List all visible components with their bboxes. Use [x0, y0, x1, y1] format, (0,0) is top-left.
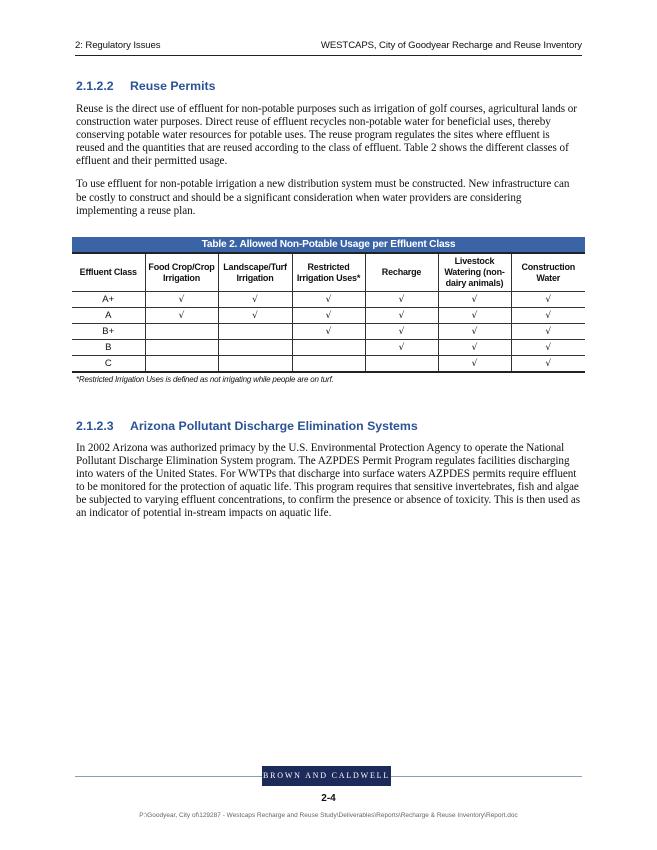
section-reuse-permits — [76, 79, 581, 218]
column-header: Food Crop/Crop Irrigation — [145, 253, 218, 292]
table-cell: √ — [145, 292, 218, 308]
header-divider — [75, 55, 582, 56]
table-cell — [218, 340, 292, 356]
table-cell: √ — [365, 324, 438, 340]
table-cell — [145, 340, 218, 356]
table-cell — [292, 340, 365, 356]
section-number: 2.1.2.2 — [76, 79, 114, 93]
table-header-row — [72, 253, 585, 292]
column-header: Construction Water — [511, 253, 585, 292]
table-cell: √ — [365, 308, 438, 324]
effluent-class-cell: A — [72, 308, 145, 324]
section-title: Reuse Permits — [130, 79, 216, 93]
section-azpdes — [76, 419, 581, 521]
table-row — [72, 292, 585, 308]
page-number: 2-4 — [321, 793, 336, 804]
table-cell: √ — [292, 308, 365, 324]
table-cell — [218, 324, 292, 340]
page-header — [75, 40, 582, 54]
paragraph: Reuse is the direct use of effluent for non-potable purposes such as irrigation of golf courses, agricultural lands or construction water purposes. Direct reuse of effluent recycles non-potable water for beneficial uses, thereby conserving potable water resources for potable uses. The reuse program regulates the sites where effluent is reused and the quantities that are reused according to the class of effluent. Table 2 shows the different classes of effluent and their permitted usage. — [76, 103, 577, 168]
table-cell: √ — [438, 324, 511, 340]
table-cell: √ — [365, 340, 438, 356]
effluent-table — [72, 237, 585, 384]
table-cell — [145, 356, 218, 373]
effluent-class-cell: C — [72, 356, 145, 373]
table-cell — [365, 356, 438, 373]
file-path: P:\Goodyear, City of\129287 - Westcaps Recharge and Reuse Study\Deliverables\Reports\Recharge & Reuse Inventory\Report.doc — [139, 812, 518, 819]
table-cell: √ — [365, 292, 438, 308]
table-cell: √ — [511, 308, 585, 324]
table-row — [72, 356, 585, 373]
table-cell — [218, 356, 292, 373]
table-cell — [145, 324, 218, 340]
effluent-class-cell: A+ — [72, 292, 145, 308]
section-title: Arizona Pollutant Discharge Elimination Systems — [130, 419, 418, 433]
table-cell — [292, 356, 365, 373]
table-row — [72, 340, 585, 356]
table-cell: √ — [218, 292, 292, 308]
section-heading — [76, 419, 581, 433]
section-heading — [76, 79, 581, 93]
table-title: Table 2. Allowed Non-Potable Usage per Effluent Class — [72, 237, 585, 252]
table-cell: √ — [511, 324, 585, 340]
table-footnote: *Restricted Irrigation Uses is defined as not irrigating while people are on turf. — [76, 375, 334, 384]
section-number: 2.1.2.3 — [76, 419, 114, 433]
table-cell: √ — [438, 340, 511, 356]
column-header: Effluent Class — [72, 253, 145, 292]
table-cell: √ — [511, 292, 585, 308]
column-header: Landscape/Turf Irrigation — [218, 253, 292, 292]
paragraph: To use effluent for non-potable irrigation a new distribution system must be constructed. New infrastructure can be costly to construct and should be a significant consideration when water providers are considering implementing a reuse plan. — [76, 178, 570, 217]
column-header: Recharge — [365, 253, 438, 292]
usage-table — [72, 252, 585, 373]
table-cell: √ — [438, 308, 511, 324]
paragraph: In 2002 Arizona was authorized primacy by the U.S. Environmental Protection Agency to operate the National Pollutant Discharge Elimination System program. The AZPDES Permit Program regulates facilities discharging into waters of the United States. For WWTPs that discharge into surface waters AZPDES permits require effluent to be monitored for the protection of aquatic life. This program requires that sensitive invertebrates, fish and algae be subjected to varying effluent concentrations, to confirm the presence or absence of toxicity. This is then used as an indicator of potential in-stream impacts on aquatic life. — [76, 442, 581, 520]
column-header: Restricted Irrigation Uses* — [292, 253, 365, 292]
table-cell: √ — [292, 292, 365, 308]
brown-and-caldwell-logo: BROWN AND CALDWELL — [262, 766, 391, 786]
table-cell: √ — [438, 356, 511, 373]
effluent-class-cell: B+ — [72, 324, 145, 340]
table-row — [72, 324, 585, 340]
header-document-title: WESTCAPS, City of Goodyear Recharge and Reuse Inventory — [320, 40, 582, 51]
table-cell: √ — [292, 324, 365, 340]
table-cell: √ — [218, 308, 292, 324]
table-cell: √ — [438, 292, 511, 308]
table-cell: √ — [511, 340, 585, 356]
table-cell: √ — [511, 356, 585, 373]
column-header: Livestock Watering (non-dairy animals) — [438, 253, 511, 292]
table-row — [72, 308, 585, 324]
effluent-class-cell: B — [72, 340, 145, 356]
header-chapter: 2: Regulatory Issues — [75, 40, 161, 51]
table-cell: √ — [145, 308, 218, 324]
